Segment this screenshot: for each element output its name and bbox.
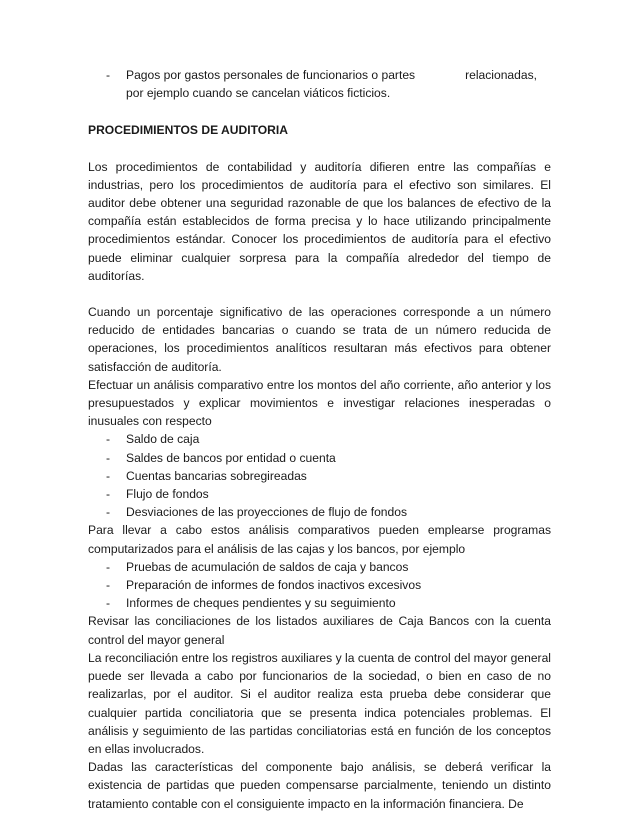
paragraph: Dadas las características del componente bajo análisis, se deberá verificar la existencia de partidas que pueden compensarse parcialmente, teniendo un distinto tratamiento contable con el consiguiente impacto en la información financiera. De [88,760,551,811]
list-item-text: Saldes de bancos por entidad o cuenta [126,450,336,465]
list-item [88,576,551,594]
list-item [88,467,551,485]
list-item [88,430,551,448]
bullet-dash: - [106,468,111,483]
bullet-dash: - [106,505,111,520]
section-heading: PROCEDIMIENTOS DE AUDITORIA [88,123,289,138]
list-item-text: Desviaciones de las proyecciones de flujo de fondos [126,505,408,520]
bullet-dash: - [106,578,111,593]
paragraph: Efectuar un análisis comparativo entre los montos del año corriente, año anterior y los presupuestados y explicar movimientos e investigar relaciones inesperadas o inusuales con respecto [88,377,551,429]
bullet-text: Pagos por gastos personales de funcionarios o partes [126,68,416,82]
bullet-dash: - [106,559,111,574]
list-item [88,485,551,503]
top-bullet-list [88,66,551,102]
program-list [88,558,551,613]
list-item-text: Pruebas de acumulación de saldos de caja y bancos [126,559,409,574]
bullet-dash: - [106,68,111,82]
paragraph: Los procedimientos de contabilidad y auditoría difieren entre las compañías e industrias, pero los procedimientos de auditoría para el efectivo son similares. El auditor debe obtener una seguridad razonable de que los balances de efectivo de la compañía están establecidos de forma precisa y lo hace utilizando principalmente procedimientos estándar. Conocer los procedimientos de auditoría para el efectivo puede eliminar cualquier sorpresa para la compañía alrededor del tiempo de auditorías. [88,159,551,283]
bullet-text: relacionadas, [465,68,537,82]
bullet-dash: - [106,596,111,611]
paragraph: Para llevar a cabo estos análisis comparativos pueden emplearse programas computarizados para el análisis de las cajas y los bancos, por ejemplo [88,523,551,556]
paragraph: Revisar las conciliaciones de los listados auxiliares de Caja Bancos con la cuenta control del mayor general [88,614,551,647]
bullet-dash: - [106,450,111,465]
list-item-text: Flujo de fondos [126,487,209,502]
paragraph: Cuando un porcentaje significativo de las operaciones corresponde a un número reducido de entidades bancarias o cuando se trata de un número reducida de operaciones, los procedimientos analíticos resultaran más efectivos para obtener satisfacción de auditoría. [88,305,551,374]
list-item-text: Preparación de informes de fondos inactivos excesivos [126,578,422,593]
list-item [88,594,551,612]
bullet-line [126,66,551,84]
list-item-text: Cuentas bancarias sobregireadas [126,468,307,483]
list-item [88,449,551,467]
document-page [88,66,551,813]
paragraph: La reconciliación entre los registros auxiliares y la cuenta de control del mayor general puede ser llevada a cabo por funcionarios de la sociedad, o bien en caso de no realizarlas, por el auditor. Si el auditor realiza esta prueba debe considerar que cualquier partida conciliatoria que se presenta indica potenciales problemas. El análisis y seguimiento de las partidas conciliatorias está en función de los conceptos en ellas involucrados. [88,650,551,756]
list-item-text: Informes de cheques pendientes y su seguimiento [126,596,396,611]
bullet-text: por ejemplo cuando se cancelan viáticos ficticios. [126,86,391,101]
list-item [88,66,551,102]
bullet-dash: - [106,432,111,447]
comparison-list [88,430,551,521]
bullet-dash: - [106,487,111,502]
list-item-text: Saldo de caja [126,432,200,447]
list-item [88,558,551,576]
list-item [88,503,551,521]
